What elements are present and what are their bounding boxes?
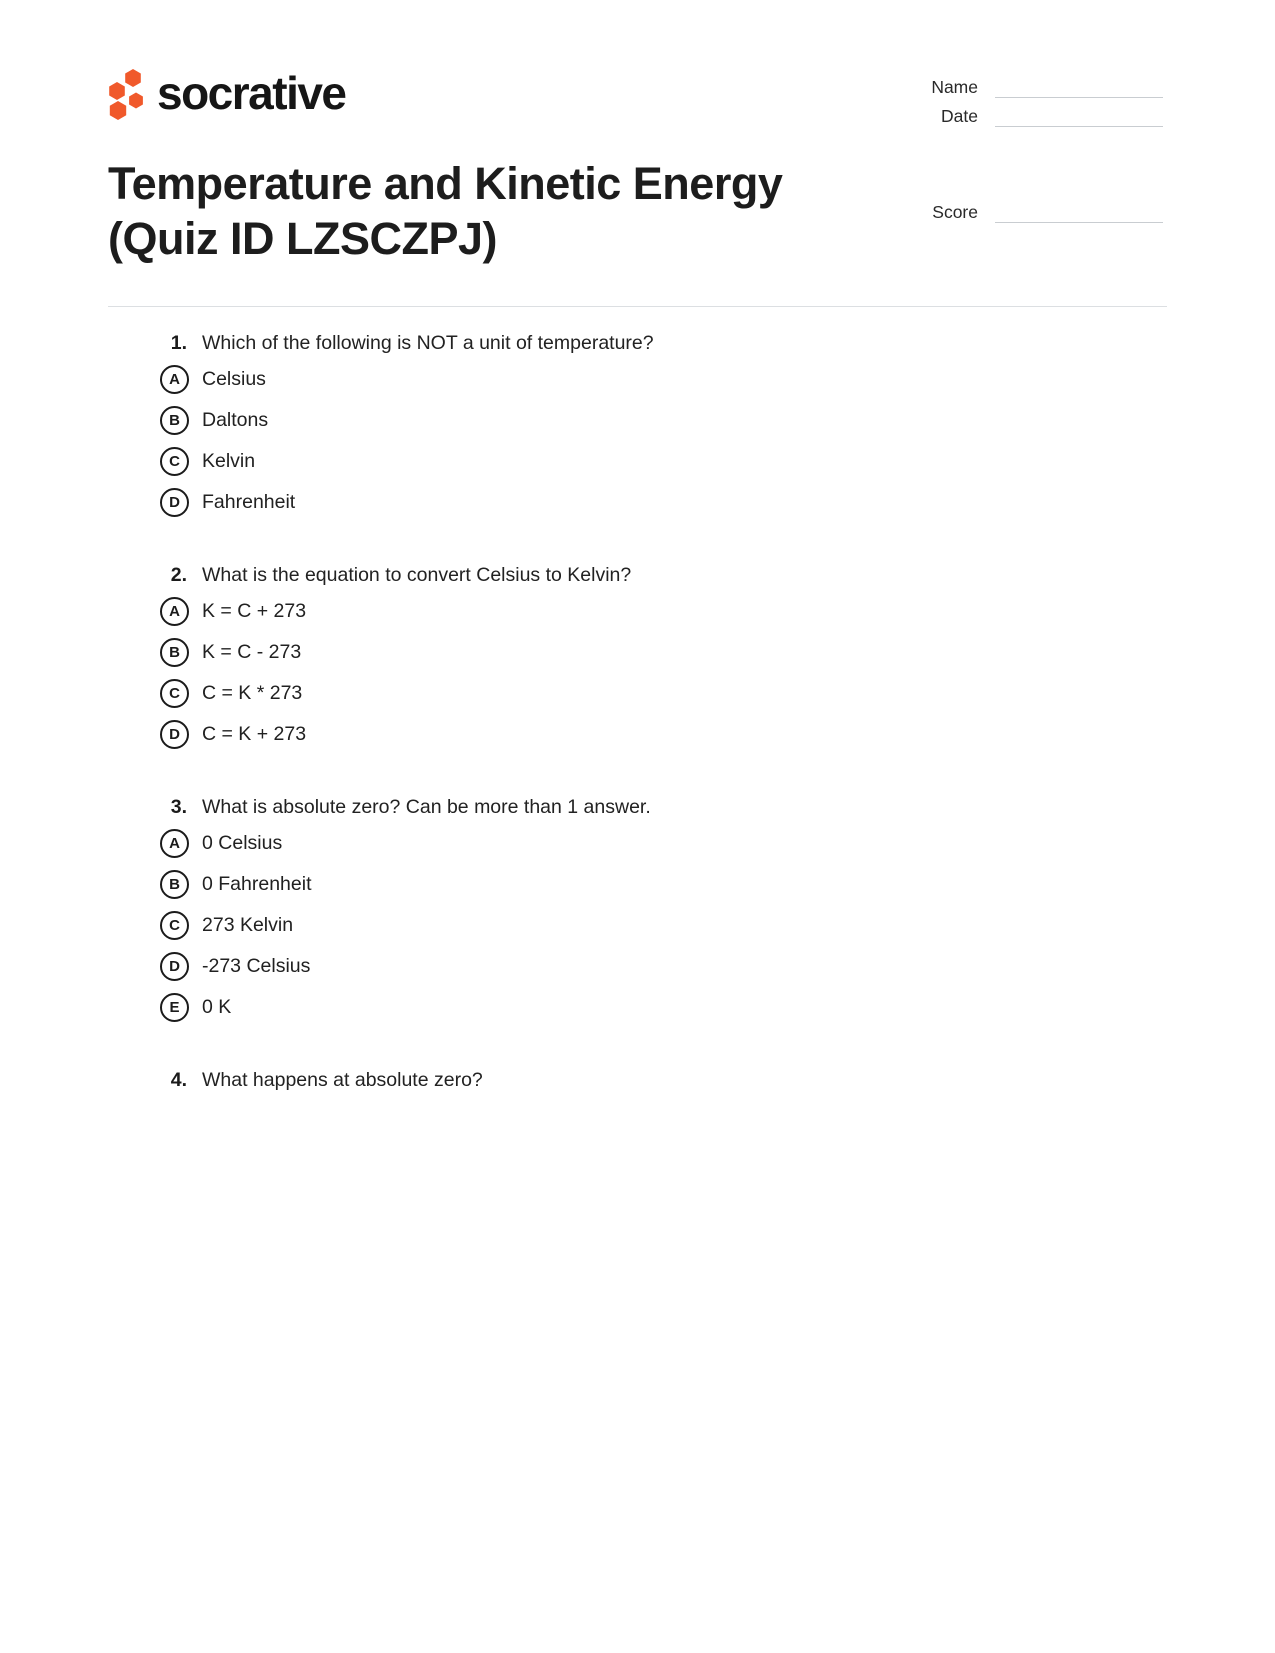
answer-option-text: K = C + 273	[202, 600, 307, 622]
answer-bubble: D	[160, 952, 189, 981]
quiz-title: Temperature and Kinetic Energy (Quiz ID LZSCZPJ)	[108, 158, 783, 264]
question-text: What happens at absolute zero?	[202, 1069, 483, 1091]
options-list	[108, 597, 1168, 749]
question-text: What is absolute zero? Can be more than 1 answer.	[202, 796, 651, 818]
answer-option-text: -273 Celsius	[202, 955, 311, 977]
date-blank-line	[995, 107, 1163, 127]
question-header	[108, 330, 1168, 356]
answer-option-text: 0 K	[202, 996, 232, 1018]
answer-bubble: E	[160, 993, 189, 1022]
answer-bubble: A	[160, 597, 189, 626]
question	[108, 1067, 1168, 1093]
options-list	[108, 365, 1168, 517]
answer-option	[108, 679, 1168, 708]
name-label: Name	[931, 77, 978, 97]
answer-bubble: A	[160, 365, 189, 394]
answer-option	[108, 720, 1168, 749]
answer-option	[108, 365, 1168, 394]
date-label: Date	[941, 106, 978, 126]
question-header	[108, 562, 1168, 588]
options-list	[108, 829, 1168, 1022]
answer-option-text: C = K + 273	[202, 723, 307, 745]
question	[108, 562, 1168, 749]
question	[108, 794, 1168, 1022]
name-field-row	[931, 76, 1163, 98]
question	[108, 330, 1168, 517]
answer-bubble: C	[160, 679, 189, 708]
header-divider	[108, 306, 1167, 307]
answer-option	[108, 597, 1168, 626]
answer-option	[108, 406, 1168, 435]
date-field-row	[941, 105, 1163, 127]
answer-bubble: B	[160, 406, 189, 435]
answer-bubble: B	[160, 870, 189, 899]
question-number: 3.	[170, 796, 187, 818]
socrative-hexagons-icon	[107, 68, 145, 121]
answer-option	[108, 870, 1168, 899]
answer-option	[108, 447, 1168, 476]
answer-option-text: 273 Kelvin	[202, 914, 294, 936]
question-header	[108, 794, 1168, 820]
answer-bubble: D	[160, 720, 189, 749]
answer-bubble: A	[160, 829, 189, 858]
answer-option	[108, 993, 1168, 1022]
answer-option-text: 0 Celsius	[202, 832, 283, 854]
question-text: What is the equation to convert Celsius to Kelvin?	[202, 564, 632, 586]
answer-option-text: C = K * 273	[202, 682, 303, 704]
question-number: 2.	[170, 564, 187, 586]
score-label: Score	[932, 202, 978, 222]
answer-bubble: C	[160, 911, 189, 940]
answer-option	[108, 488, 1168, 517]
answer-option-text: Daltons	[202, 409, 269, 431]
questions-list	[108, 330, 1168, 1102]
answer-option-text: 0 Fahrenheit	[202, 873, 312, 895]
answer-option	[108, 952, 1168, 981]
answer-option	[108, 911, 1168, 940]
answer-option-text: K = C - 273	[202, 641, 302, 663]
answer-option-text: Celsius	[202, 368, 266, 390]
answer-bubble: C	[160, 447, 189, 476]
answer-option-text: Fahrenheit	[202, 491, 296, 513]
answer-option-text: Kelvin	[202, 450, 256, 472]
score-blank-line	[995, 203, 1163, 223]
question-header	[108, 1067, 1168, 1093]
answer-option	[108, 638, 1168, 667]
score-field-row	[932, 201, 1163, 223]
socrative-logo	[107, 68, 346, 121]
socrative-wordmark: socrative	[157, 66, 346, 119]
name-blank-line	[995, 78, 1163, 98]
answer-bubble: B	[160, 638, 189, 667]
question-text: Which of the following is NOT a unit of temperature?	[202, 332, 654, 354]
question-number: 4.	[170, 1069, 187, 1091]
answer-option	[108, 829, 1168, 858]
answer-bubble: D	[160, 488, 189, 517]
question-number: 1.	[170, 332, 187, 354]
